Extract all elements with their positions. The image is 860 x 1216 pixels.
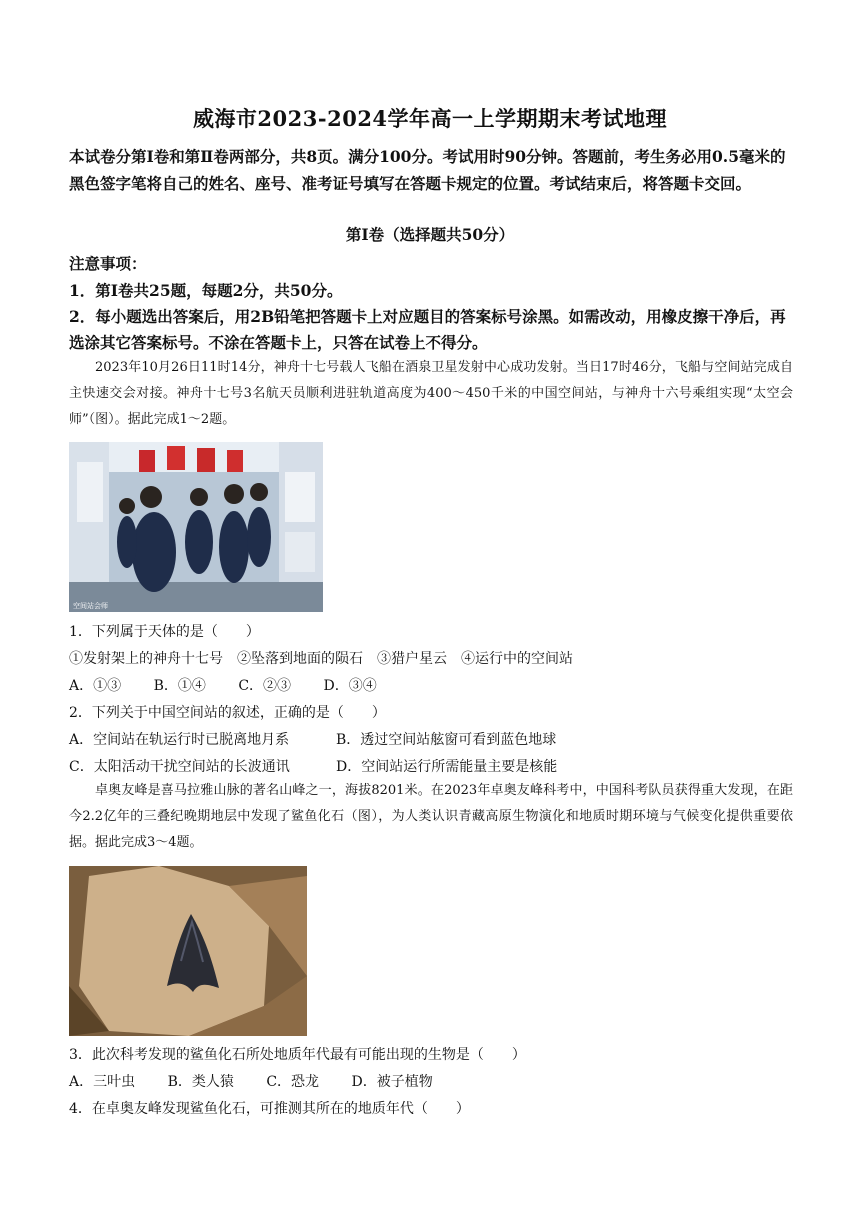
space-station-photo xyxy=(69,442,323,612)
q1-option-b: B．①④ xyxy=(153,678,206,694)
exam-title: 威海市2023-2024学年高一上学期期末考试地理 xyxy=(192,106,668,131)
passage-cho-oyu: 卓奥友峰是喜马拉雅山脉的著名山峰之一，海拔8201米。在2023年卓奥友峰科考中，中国科考队员获得重大发现，在距今2.2亿年的三叠纪晚期地层中发现了鲨鱼化石（图），为人类认识青藏高原生物演化和地质时期环境与气候变化提供重要依据。据此完成3～4题。 xyxy=(69,783,793,850)
q2-option-a: A．空间站在轨运行时已脱离地月系 xyxy=(69,732,290,748)
notice-item-1: 1．第Ⅰ卷共25题，每题2分，共50分。 xyxy=(69,281,343,300)
shark-fossil-photo xyxy=(69,866,307,1036)
q1-option-c: C．②③ xyxy=(238,678,292,694)
q2-option-b: B．透过空间站舷窗可看到蓝色地球 xyxy=(336,732,557,748)
notice-item-2: 2．每小题选出答案后，用2B铅笔把答题卡上对应题目的答案标号涂黑。如需改动，用橡皮擦干净后，再选涂其它答案标号。不涂在答题卡上，只答在试卷上不得分。 xyxy=(69,307,786,352)
q3-option-c: C．恐龙 xyxy=(266,1074,320,1090)
q3-option-b: B．类人猿 xyxy=(167,1074,234,1090)
q1-option-d: D．③④ xyxy=(323,678,377,694)
q1-option-a: A．①③ xyxy=(69,678,122,694)
question-2-stem: 2．下列关于中国空间站的叙述，正确的是（ ） xyxy=(69,705,386,721)
question-1-items: ①发射架上的神舟十七号 ②坠落到地面的陨石 ③猎户星云 ④运行中的空间站 xyxy=(69,651,573,667)
passage-shenzhou: 2023年10月26日11时14分，神舟十七号载人飞船在酒泉卫星发射中心成功发射。当日17时46分，飞船与空间站完成自主快速交会对接。神舟十七号3名航天员顺利进驻轨道高度为400～450千米的中国空间站，与神舟十六号乘组实现“太空会师”（图）。据此完成1～2题。 xyxy=(69,360,793,427)
q3-option-a: A．三叶虫 xyxy=(69,1074,136,1090)
shark-fossil-illustration xyxy=(69,866,307,1036)
question-1-stem: 1．下列属于天体的是（ ） xyxy=(69,624,260,640)
q2-option-c: C．太阳活动干扰空间站的长波通讯 xyxy=(69,759,290,775)
question-4-stem: 4．在卓奥友峰发现鲨鱼化石，可推测其所在的地质年代（ ） xyxy=(69,1101,470,1117)
notice-heading: 注意事项： xyxy=(69,254,147,273)
question-3-stem: 3．此次科考发现的鲨鱼化石所处地质年代最有可能出现的生物是（ ） xyxy=(69,1047,526,1063)
space-station-illustration xyxy=(69,442,323,612)
q2-option-d: D．空间站运行所需能量主要是核能 xyxy=(336,759,558,775)
photo-watermark: 空间站会师 xyxy=(73,602,108,610)
exam-intro: 本试卷分第Ⅰ卷和第Ⅱ卷两部分，共8页。满分100分。考试用时90分钟。答题前，考生务必用0.5毫米的黑色签字笔将自己的姓名、座号、准考证号填写在答题卡规定的位置。考试结束后，将答题卡交回。 xyxy=(69,147,786,193)
question-1-options xyxy=(69,675,405,695)
question-3-options xyxy=(69,1071,461,1091)
section-title: 第Ⅰ卷（选择题共50分） xyxy=(345,225,515,244)
q3-option-d: D．被子植物 xyxy=(351,1074,433,1090)
